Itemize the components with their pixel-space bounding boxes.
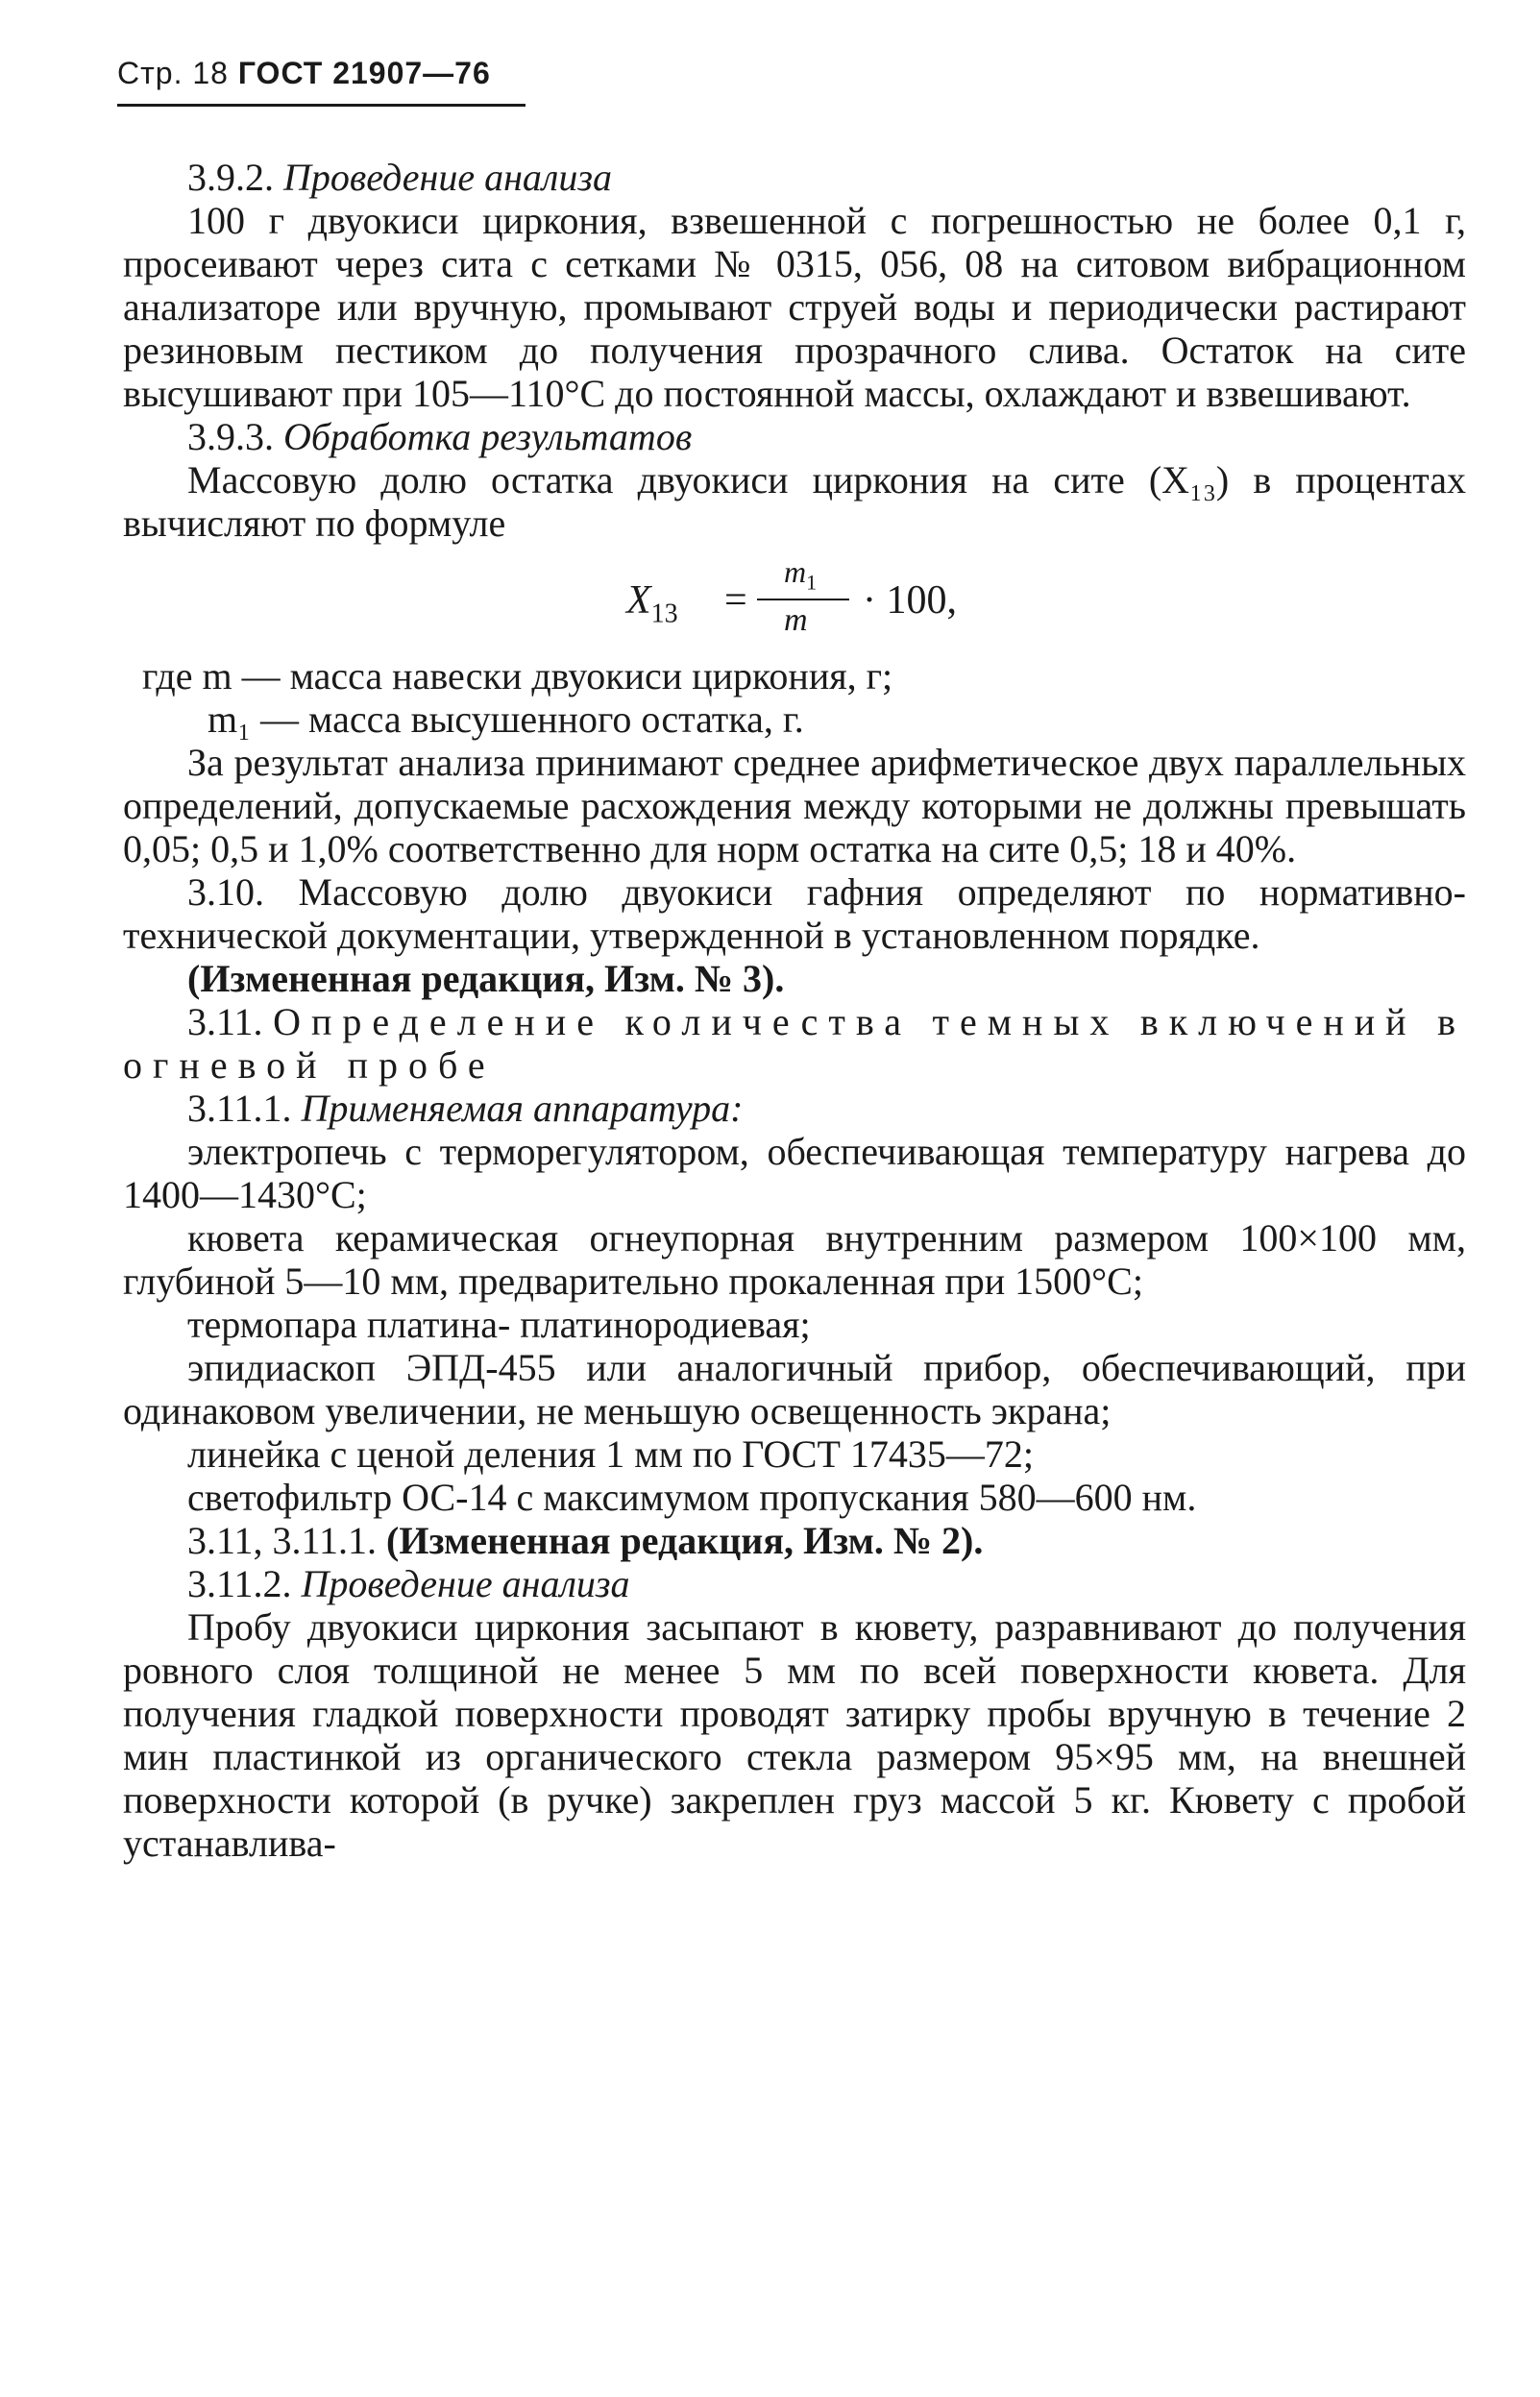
standard-number: ГОСТ 21907—76 bbox=[237, 56, 491, 90]
definition-m1: m₁ — масса высушенного остатка, г. bbox=[208, 697, 804, 741]
result-paragraph: За результат анализа принимают среднее арифметическое двух параллельных определений, допускаемые расхождения между которыми не должны превышать 0,05; 0,5 и 1,0% соответственно для норм остатка на сите 0,5; 18 и 40%. bbox=[123, 741, 1466, 870]
page-header bbox=[117, 56, 491, 91]
apparatus-item: линейка с ценой деления 1 мм по ГОСТ 17435—72; bbox=[187, 1432, 1035, 1476]
apparatus-item: светофильтр ОС-14 с максимумом пропускания 580—600 нм. bbox=[187, 1476, 1197, 1519]
section-3-9-2-text: 100 г двуокиси циркония, взвешенной с погрешностью не более 0,1 г, просеивают через сита с сетками № 0315, 056, 08 на ситовом вибрационном анализаторе или вручную, промывают струей воды и периодически растирают резиновым пестиком до получения прозрачного слива. Остаток на сите высушивают при 105—110°С до постоянной массы, охлаждают и взвешивают. bbox=[123, 199, 1466, 415]
apparatus-item: термопара платина- платинородиевая; bbox=[187, 1303, 811, 1346]
body-text bbox=[123, 156, 1466, 1865]
section-3-11-amendment-note: 3.11, 3.11.1. (Измененная редакция, Изм. № 2). bbox=[187, 1519, 984, 1562]
section-3-11-1-heading: 3.11.1. Применяемая аппаратура: bbox=[187, 1087, 744, 1130]
apparatus-item: кювета керамическая огнеупорная внутренним размером 100×100 мм, глубиной 5—10 мм, предварительно прокаленная при 1500°С; bbox=[123, 1216, 1466, 1303]
apparatus-item: электропечь с терморегулятором, обеспечивающая температуру нагрева до 1400—1430°С; bbox=[123, 1130, 1466, 1216]
section-3-9-3-heading: 3.9.3. Обработка результатов bbox=[187, 415, 693, 458]
formula-multiplier: · 100, bbox=[863, 578, 957, 623]
formula-equals: = bbox=[724, 578, 747, 623]
definition-m: где m — масса навески двуокиси циркония, г; bbox=[142, 654, 893, 697]
apparatus-item: эпидиаскоп ЭПД-455 или аналогичный прибор, обеспечивающий, при одинаковом увеличении, не меньшую освещенность экрана; bbox=[123, 1346, 1466, 1432]
section-3-10-amendment-note: (Измененная редакция, Изм. № 3). bbox=[187, 957, 785, 1000]
section-3-11-2-text: Пробу двуокиси циркония засыпают в кювету, разравнивают до получения ровного слоя толщиной не менее 5 мм по всей поверхности кювета. Для получения гладкой поверхности проводят затирку пробы вручную в течение 2 мин пластинкой из органического стекла размером 95×95 мм, на внешней поверхности которой (в ручке) закреплен груз массой 5 кг. Кювету с пробой устанавлива- bbox=[123, 1605, 1466, 1865]
formula-numerator: $m_1$ bbox=[784, 554, 818, 595]
formula-denominator: m bbox=[784, 602, 808, 638]
formula bbox=[123, 550, 1466, 643]
section-3-9-2-heading: 3.9.2. Проведение анализа bbox=[187, 156, 612, 199]
section-3-9-3-text: Массовую долю остатка двуокиси циркония на сите (X₁₃) в процентах вычисляют по формуле bbox=[123, 458, 1466, 545]
section-3-11-heading: 3.11. Определение количества темных включений в огневой пробе bbox=[123, 1000, 1467, 1087]
section-3-10-text: 3.10. Массовую долю двуокиси гафния определяют по нормативно-технической документации, утвержденной в установленном порядке. bbox=[123, 870, 1466, 957]
page-label: Стр. 18 bbox=[117, 56, 229, 90]
section-3-11-2-heading: 3.11.2. Проведение анализа bbox=[187, 1562, 630, 1605]
header-rule bbox=[117, 104, 526, 107]
formula-lhs: $X_{13}$ bbox=[626, 578, 678, 629]
